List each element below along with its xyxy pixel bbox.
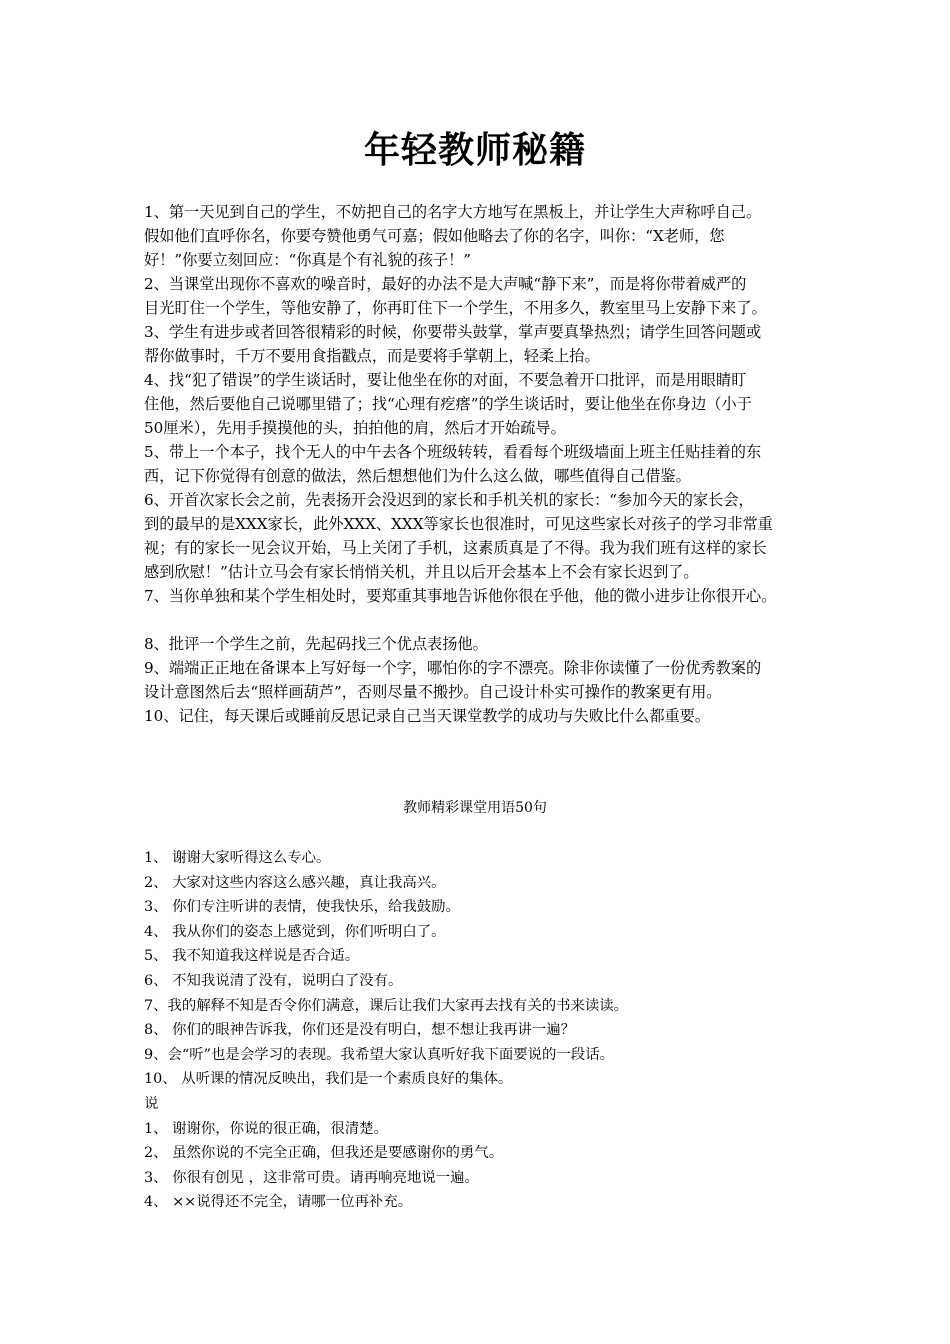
phrase-line: 1、 谢谢大家听得这么专心。 <box>144 850 331 866</box>
phrase-line: 2、 虽然你说的不完全正确，但我还是要感谢你的勇气。 <box>144 1145 504 1162</box>
phrase-line: 1、 谢谢你，你说的很正确，很清楚。 <box>144 1120 388 1137</box>
phrase-line: 3、 你们专注听讲的表情，使我快乐，给我鼓励。 <box>144 899 460 916</box>
phrase-line: 6、 不知我说清了没有，说明白了没有。 <box>144 972 403 989</box>
phrase-line: 4、 我从你们的姿态上感觉到，你们听明白了。 <box>144 923 446 940</box>
phrase-line: 8、 你们的眼神告诉我，你们还是没有明白，想不想让我再讲一遍？ <box>144 1022 576 1039</box>
tip-line: 1、第一天见到自己的学生，不妨把自己的名字大方地写在黑板上，并让学生大声称呼自己。 <box>144 203 762 221</box>
tip-line: 帮你做事时，千万不要用食指戳点，而是要将手掌朝上，轻柔上抬。 <box>144 347 600 365</box>
tip-line: 50厘米），先用手摸摸他的头，拍拍他的肩，然后才开始疏导。 <box>144 419 566 437</box>
phrase-line: 7、我的解释不知是否令你们满意，课后让我们大家再去找有关的书来读读。 <box>144 997 629 1014</box>
subheading-line: 说 <box>144 1095 159 1112</box>
phrase-line: 5、 我不知道我这样说是否合适。 <box>144 948 360 965</box>
tips-section <box>144 200 816 728</box>
tip-line: 8、批评一个学生之前，先起码找三个优点表扬他。 <box>144 635 488 653</box>
tip-line: 6、开首次家长会之前，先表扬开会没迟到的家长和手机关机的家长：“参加今天的家长会， <box>144 491 754 509</box>
phrase-line: 10、 从听课的情况反映出，我们是一个素质良好的集体。 <box>144 1071 513 1088</box>
tip-line: 设计意图然后去“照样画葫芦”，否则尽量不搬抄。自己设计朴实可操作的教案更有用。 <box>144 683 722 701</box>
phrase-line: 2、 大家对这些内容这么感兴趣，真让我高兴。 <box>144 874 446 891</box>
tip-line: 到的最早的是XXX家长，此外XXX、XXX等家长也很准时，可见这些家长对孩子的学习非常重 <box>144 515 773 533</box>
tip-line: 9、端端正正地在备课本上写好每一个字，哪怕你的字不漂亮。除非你读懂了一份优秀教案的 <box>144 659 762 677</box>
phrase-line: 9、会“听”也是会学习的表现。我希望大家认真听好我下面要说的一段话。 <box>144 1046 614 1063</box>
tip-line: 好！”你要立刻回应：“你真是个有礼貌的孩子！” <box>144 251 472 269</box>
tip-line: 感到欣慰！”估计立马会有家长悄悄关机，并且以后开会基本上不会有家长迟到了。 <box>144 563 699 581</box>
tip-line: 4、找“犯了错误”的学生谈话时，要让他坐在你的对面，不要急着开口批评，而是用眼睛盯 <box>144 371 747 389</box>
tip-line: 3、学生有进步或者回答很精彩的时候，你要带头鼓掌，掌声要真挚热烈；请学生回答问题或 <box>144 323 762 341</box>
tip-line: 2、当课堂出现你不喜欢的噪音时，最好的办法不是大声喊“静下来”，而是将你带着威严的 <box>144 275 747 293</box>
tip-line: 目光盯住一个学生，等他安静了，你再盯住下一个学生，不用多久，教室里马上安静下来了。 <box>144 299 767 317</box>
tip-line: 假如他们直呼你名，你要夸赞他勇气可嘉；假如他略去了你的名字，叫你：“X老师，您 <box>144 227 725 245</box>
phrase-line: 4、 ××说得还不完全，请哪一位再补充。 <box>144 1194 413 1211</box>
section-title: 教师精彩课堂用语50句 <box>403 800 547 816</box>
tip-line: 视；有的家长一见会议开始，马上关闭了手机，这素质真是了不得。我为我们班有这样的家长 <box>144 539 767 557</box>
tip-line: 西，记下你觉得有创意的做法，然后想想他们为什么这么做，哪些值得自己借鉴。 <box>144 467 691 485</box>
tip-line: 10、记住，每天课后或睡前反思记录自己当天课堂教学的成功与失败比什么都重要。 <box>144 707 711 725</box>
phrase-line: 3、 你很有创见 ，这非常可贵。请再响亮地说一遍。 <box>144 1169 479 1186</box>
tip-line: 5、带上一个本子，找个无人的中午去各个班级转转，看看每个班级墙面上班主任贴挂着的东 <box>144 443 762 461</box>
blank-line <box>144 608 816 632</box>
phrases-section <box>144 846 816 1215</box>
tip-line: 住他，然后要他自己说哪里错了；找“心理有疙瘩”的学生谈话时，要让他坐在你身边（小于 <box>144 395 752 413</box>
tip-line: 7、当你单独和某个学生相处时，要郑重其事地告诉他你很在乎他，他的微小进步让你很开心。 <box>144 587 777 605</box>
document-title: 年轻教师秘籍 <box>363 130 586 171</box>
